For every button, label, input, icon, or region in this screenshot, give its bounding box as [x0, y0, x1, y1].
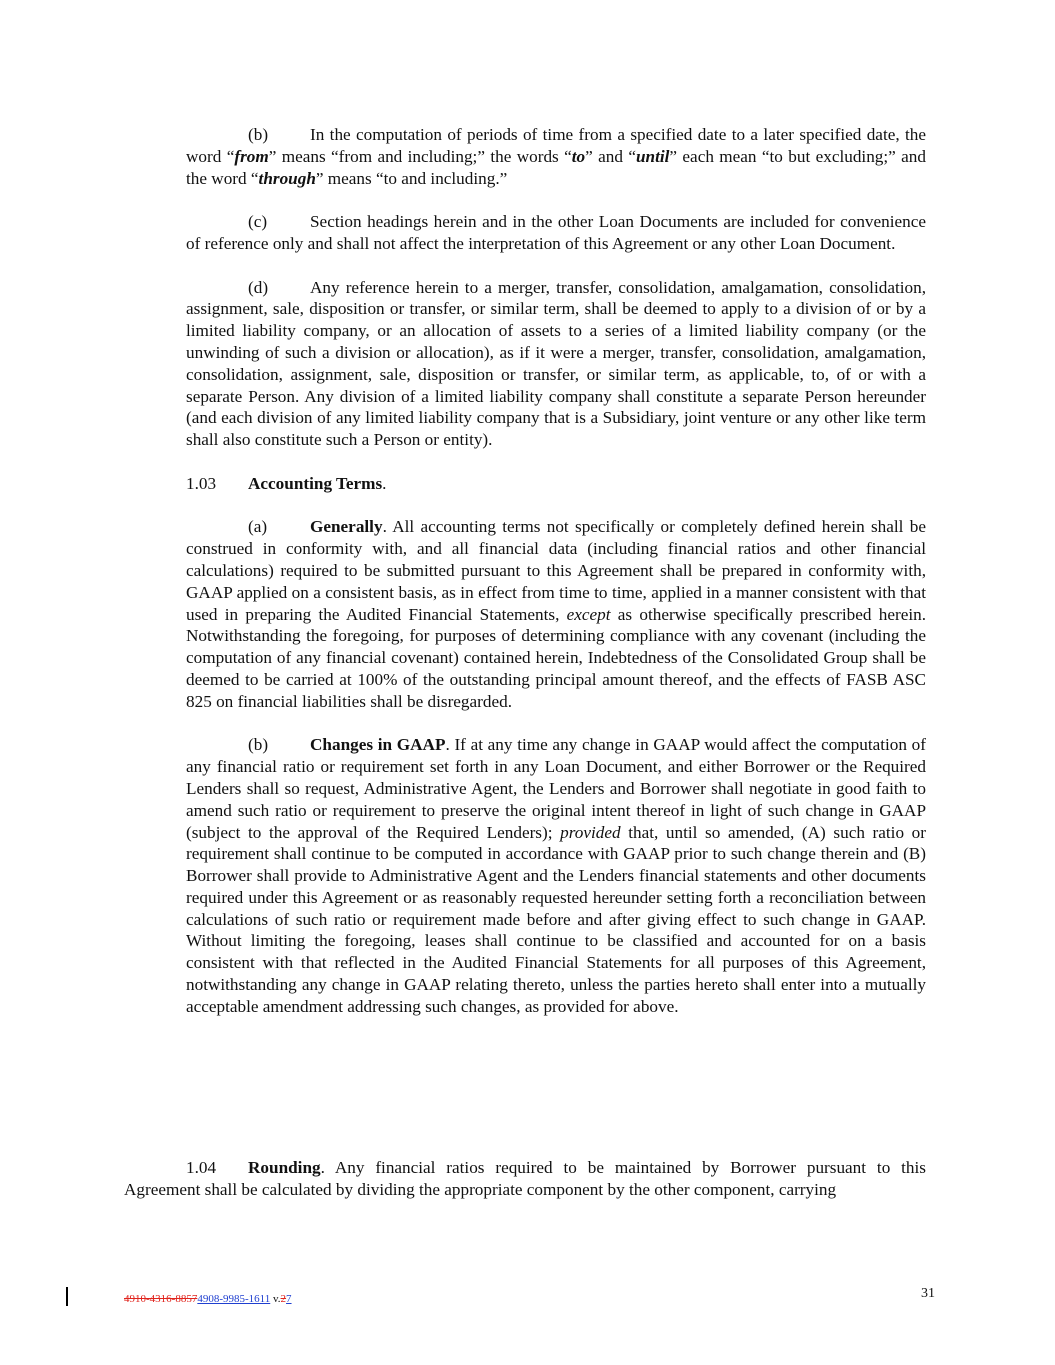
defined-word-through: through	[258, 168, 316, 188]
italic-provided: provided	[560, 822, 621, 842]
paragraph-d-division-reference: (d) Any reference herein to a merger, transfer, consolidation, amalgamation, consolidation, assignment, sale, disposition or transfer, or similar term, shall be deemed to apply to a division of or by a limited liability company, or an allocation of assets to a series of a limited liability company (or the unwinding of such a division or allocation), as if it were a merger, transfer, consolidation, amalgamation, consolidation, assignment, sale, disposition or transfer, or similar term, as applicable, to, of or with a separate Person. Any division of a limited liability company shall constitute a separate Person hereunder (and each division of any limited liability company that is a Subsidiary, joint venture or any other like term shall also constitute such a Person or entity).	[186, 277, 926, 450]
paragraph-b-time-periods: (b) In the computation of periods of time from a specified date to a later specified date, the word “from” means “from and including;” the words “to” and “until” each mean “to but excluding;” and the word “through” means “to and including.”	[186, 125, 926, 188]
paragraph-1-03-a-generally: (a) Generally. All accounting terms not specifically or completely defined herein shall be construed in conformity with, and all financial data (including financial ratios and other financial calculations) required to be submitted pursuant to this Agreement shall be prepared in conformity with, GAAP applied on a consistent basis, as in effect from time to time, applied in a manner consistent with that used in preparing the Audited Financial Statements, except as otherwise specifically prescribed herein. Notwithstanding the foregoing, for purposes of determining compliance with any covenant (including the computation of any financial covenant) contained herein, Indebtedness of the Consolidated Group shall be deemed to be carried at 100% of the outstanding principal amount thereof, and the effects of FASB ASC 825 on financial liabilities shall be disregarded.	[186, 517, 926, 711]
section-heading-1-03: 1.03 Accounting Terms.	[186, 473, 387, 493]
section-1-04-rounding: 1.04 Rounding. Any financial ratios required to be maintained by Borrower pursuant to this Agreement shall be calculated by dividing the appropriate component by the other component, carrying	[124, 1158, 926, 1199]
italic-except: except	[566, 604, 611, 624]
inserted-document-id: 4908-9985-1611	[197, 1293, 271, 1305]
section-title: Rounding	[248, 1158, 321, 1178]
paragraph-heading: Generally	[310, 517, 383, 537]
version-prefix: v.	[270, 1293, 281, 1305]
section-title: Accounting Terms	[248, 473, 383, 493]
section-number: 1.03	[186, 473, 217, 493]
document-id-footer	[124, 1293, 292, 1305]
document-body	[186, 124, 926, 1039]
paragraph-c-section-headings: (c) Section headings herein and in the other Loan Documents are included for convenience of reference only and shall not affect the interpretation of this Agreement or any other Loan Document.	[186, 212, 926, 253]
paragraph-1-03-b-changes-in-gaap: (b) Changes in GAAP. If at any time any change in GAAP would affect the computation of any financial ratio or requirement set forth in any Loan Document, and either Borrower or the Required Lenders shall so request, Administrative Agent, the Lenders and Borrower shall negotiate in good faith to amend such ratio or requirement to preserve the original intent thereof in light of such change in GAAP (subject to the approval of the Required Lenders); provided that, until so amended, (A) such ratio or requirement shall continue to be computed in accordance with GAAP prior to such change therein and (B) Borrower shall provide to Administrative Agent and the Lenders financial statements and other documents required under this Agreement or as reasonably requested hereunder setting forth a reconciliation between calculations of such ratio or requirement made before and after giving effect to such change in GAAP. Without limiting the foregoing, leases shall continue to be classified and accounted for on a basis consistent with that reflected in the Audited Financial Statements for all purposes of this Agreement, notwithstanding any change in GAAP relating thereto, unless the parties hereto shall enter into a mutually acceptable amendment addressing such changes, as provided for above.	[186, 735, 926, 1016]
defined-word-until: until	[635, 146, 670, 166]
deleted-document-id: 4910-4316-8857	[124, 1293, 198, 1305]
paragraph-marker: (c)	[248, 212, 268, 232]
deleted-version: 2	[280, 1293, 287, 1305]
defined-word-to: to	[571, 146, 586, 166]
paragraph-marker: (a)	[248, 517, 268, 537]
paragraph-marker: (b)	[248, 735, 269, 755]
change-bar	[66, 1287, 68, 1306]
inserted-version: 7	[286, 1293, 292, 1305]
defined-word-from: from	[234, 146, 269, 166]
paragraph-heading: Changes in GAAP	[310, 735, 446, 755]
page-number: 31	[921, 1286, 935, 1301]
paragraph-marker: (b)	[248, 125, 269, 144]
paragraph-marker: (d)	[248, 277, 269, 297]
section-number: 1.04	[186, 1158, 217, 1178]
